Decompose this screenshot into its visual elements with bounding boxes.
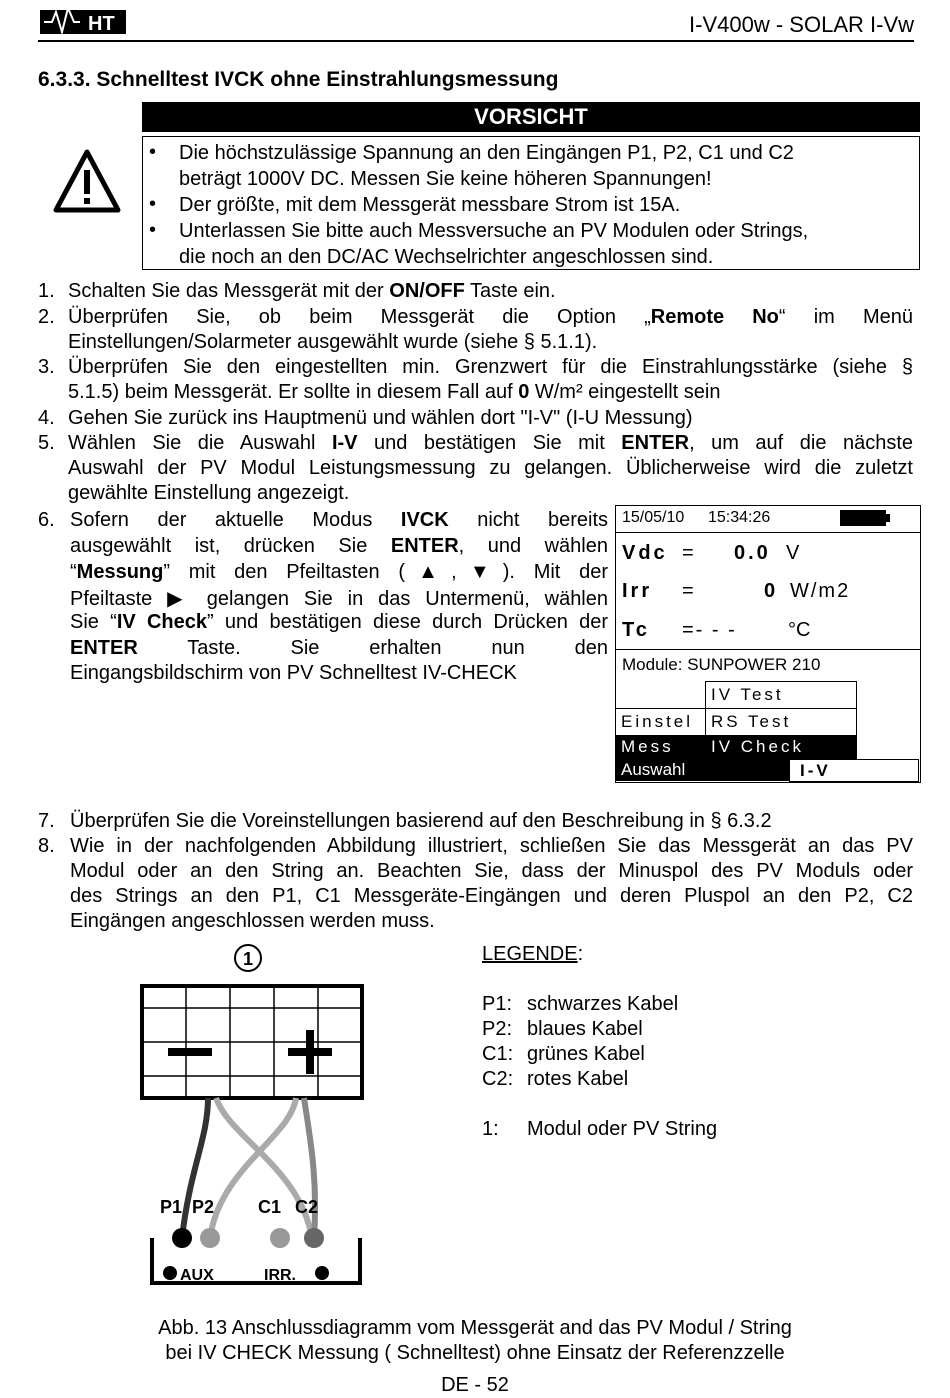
step-number: 3. (38, 356, 55, 378)
legend-key: P2: (482, 1018, 513, 1040)
bullet: • (149, 141, 157, 163)
step-8-cont: Eingängen angeschlossen werden muss. (70, 910, 435, 932)
menu-item-rs-test[interactable]: RS Test (705, 708, 857, 736)
step-3: Überprüfen Sie den eingestellten min. Grenzwert für die Einstrahlungsstärke (siehe § (68, 356, 913, 378)
module-name: Module: SUNPOWER 210 (622, 655, 821, 674)
label-c2: C2 (295, 1197, 319, 1217)
footer-auswahl[interactable]: Auswahl (615, 759, 789, 781)
label-c1: C1 (258, 1197, 282, 1217)
vdc-eq: = (682, 542, 694, 564)
battery-cap (886, 514, 890, 522)
step-1: Schalten Sie das Messgerät mit der ON/OFF Taste ein. (68, 280, 556, 302)
screen-module (616, 649, 920, 681)
step-6-cont: ENTER Taste. Sie erhalten nun den (70, 637, 608, 659)
step-6-cont: ausgewählt ist, drücken Sie ENTER, und wählen (70, 535, 608, 557)
step-6-cont: Sie “IV Check” und bestätigen diese durch Drücken der (70, 611, 608, 633)
legend-key: 1: (482, 1118, 499, 1140)
step-5: Wählen Sie die Auswahl I-V und bestätigen Sie mit ENTER, um auf die nächste (68, 432, 913, 454)
step-number: 1. (38, 280, 55, 302)
irr-value: 0 (764, 580, 779, 602)
terminal-p2 (200, 1228, 220, 1248)
terminal-p1 (172, 1228, 192, 1248)
caution-box (142, 136, 920, 270)
menu-item-iv-check[interactable]: IV Check (705, 735, 857, 759)
menu-item-iv-test[interactable]: IV Test (705, 681, 857, 708)
menu-item-einstel[interactable]: Einstel (615, 708, 705, 735)
figure-caption-line: bei IV CHECK Messung ( Schnelltest) ohne Einsatz der Referenzzelle (165, 1342, 785, 1364)
vdc-label: Vdc (622, 542, 668, 564)
legend-value: schwarzes Kabel (527, 993, 679, 1015)
tc-unit: °C (788, 619, 811, 641)
step-5-cont: gewählte Einstellung angezeigt. (68, 482, 350, 504)
connection-diagram (130, 938, 380, 1293)
step-6-cont: Pfeiltaste ▶ gelangen Sie in das Untermenü, wählen (70, 588, 608, 610)
bullet: • (149, 219, 157, 241)
step-number: 5. (38, 432, 55, 454)
legend-key: C2: (482, 1068, 514, 1090)
bullet: • (149, 193, 157, 215)
page-number: DE - 52 (441, 1374, 509, 1396)
step-2-cont: Einstellungen/Solarmeter ausgewählt wurde (siehe § 5.1.1). (68, 331, 598, 353)
caution-line: Unterlassen Sie bitte auch Messversuche an PV Modulen oder Strings, (179, 220, 809, 242)
screen-time: 15:34:26 (708, 509, 771, 526)
screen-status-bar (616, 506, 920, 533)
document-title: I-V400w - SOLAR I-Vw (689, 12, 914, 37)
label-p1: P1 (160, 1197, 183, 1217)
figure-caption-line: Abb. 13 Anschlussdiagramm vom Messgerät and das PV Modul / String (158, 1317, 792, 1339)
legend-title: LEGENDE: (482, 943, 584, 965)
step-7: Überprüfen Sie die Voreinstellungen basierend auf den Beschreibung in § 6.3.2 (70, 810, 772, 832)
menu-item-mess[interactable]: Mess (615, 735, 705, 759)
caution-title: VORSICHT (142, 102, 920, 132)
step-number: 6. (38, 509, 55, 531)
logo-text: HT (88, 13, 115, 35)
irr-eq: = (682, 580, 694, 602)
step-number: 4. (38, 407, 55, 429)
step-number: 7. (38, 810, 55, 832)
label-p2: P2 (192, 1197, 215, 1217)
header-divider (38, 40, 914, 42)
terminal-c2 (304, 1228, 324, 1248)
step-number: 8. (38, 835, 55, 857)
step-5-cont: Auswahl der PV Modul Leistungsmessung zu gelangen. Üblicherweise wird die zuletzt (68, 457, 913, 479)
step-6-cont: Eingangsbildschirm von PV Schnelltest IV-CHECK (70, 662, 517, 684)
legend-key: C1: (482, 1043, 514, 1065)
label-aux: AUX (180, 1267, 214, 1284)
step-8-cont: des Strings an den P1, C1 Messgeräte-Eingängen und deren Pluspol an den P2, C2 (70, 885, 913, 907)
legend-value: grünes Kabel (527, 1043, 645, 1065)
screen-date: 15/05/10 (622, 509, 685, 526)
terminal-c1 (270, 1228, 290, 1248)
screen-readings (616, 532, 920, 650)
marker-label: 1 (243, 949, 254, 969)
footer-iv[interactable]: I-V (789, 759, 919, 782)
battery-icon (840, 510, 886, 526)
cable-p2 (210, 1098, 296, 1238)
caution-line: beträgt 1000V DC. Messen Sie keine höheren Spannungen! (179, 168, 712, 190)
step-6: Sofern der aktuelle Modus IVCK nicht bereits (70, 509, 609, 531)
tc-eq: =- - - (682, 619, 737, 641)
step-number: 2. (38, 306, 55, 328)
caution-line: die noch an den DC/AC Wechselrichter angeschlossen sind. (179, 246, 714, 268)
minus-sign (168, 1048, 212, 1056)
step-2: Überprüfen Sie, ob beim Messgerät die Option „Remote No“ im Menü (68, 306, 913, 328)
cable-c1 (216, 1098, 312, 1238)
vdc-unit: V (786, 542, 800, 564)
legend-value: blaues Kabel (527, 1018, 643, 1040)
label-irr: IRR. (264, 1267, 296, 1284)
vdc-value: 0.0 (734, 542, 771, 564)
step-4: Gehen Sie zurück ins Hauptmenü und wählen dort "I-V" (I-U Messung) (68, 407, 693, 429)
legend-value: Modul oder PV String (527, 1118, 718, 1140)
step-8-cont: Modul oder an den String an. Beachten Sie, dass der Minuspol des PV Moduls oder (70, 860, 913, 882)
legend-key: P1: (482, 993, 513, 1015)
irr-label: Irr (622, 580, 653, 602)
warning-triangle-icon (52, 148, 122, 214)
irr-unit: W/m2 (790, 580, 851, 602)
caution-line: Der größte, mit dem Messgerät messbare Strom ist 15A. (179, 194, 681, 216)
step-3-cont: 5.1.5) beim Messgerät. Er sollte in diesem Fall auf 0 W/m² eingestellt sein (68, 381, 721, 403)
ht-logo (40, 4, 126, 36)
section-title: 6.3.3. Schnelltest IVCK ohne Einstrahlungsmessung (38, 68, 559, 91)
step-8: Wie in der nachfolgenden Abbildung illustriert, schließen Sie das Messgerät an das PV (70, 835, 913, 857)
legend-value: rotes Kabel (527, 1068, 629, 1090)
caution-line: Die höchstzulässige Spannung an den Eingängen P1, P2, C1 und C2 (179, 142, 794, 164)
tc-label: Tc (622, 619, 650, 641)
step-6-cont: “Messung” mit den Pfeiltasten (▲,▼). Mit der (70, 561, 608, 583)
cable-p1 (182, 1098, 208, 1238)
